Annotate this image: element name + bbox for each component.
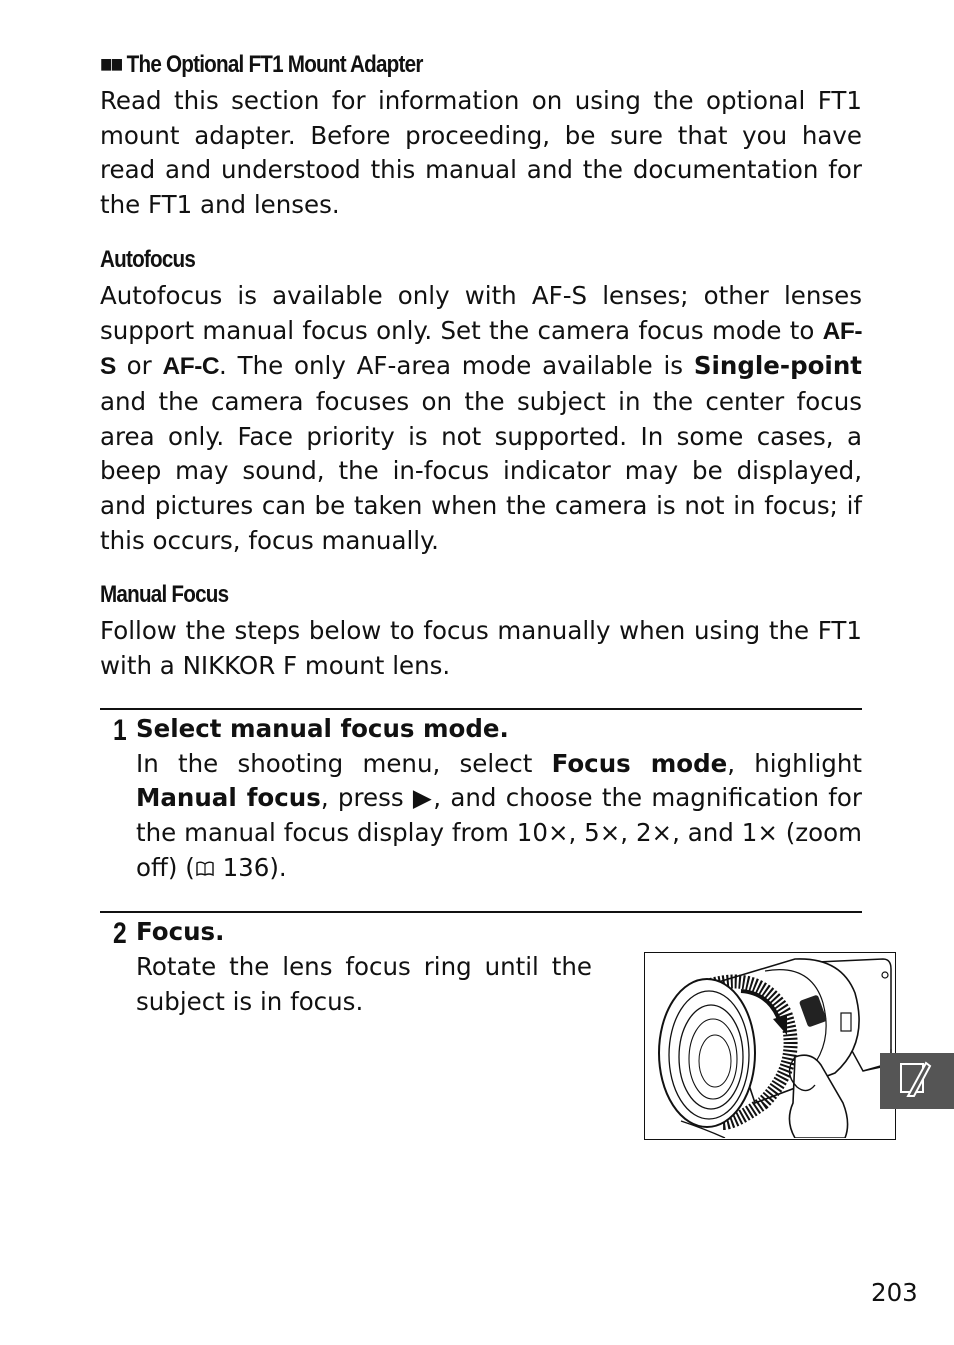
step-number: 1 — [113, 713, 127, 747]
step-2 — [100, 911, 862, 1135]
autofocus-text: or — [115, 351, 163, 381]
section-marker: ■■ — [100, 51, 122, 78]
section-heading — [100, 46, 755, 84]
menu-item-focus-mode: Focus mode — [551, 748, 728, 778]
lens-focus-ring-illustration — [644, 952, 896, 1140]
autofocus-heading: Autofocus — [100, 245, 196, 273]
multi-selector-right-icon: ▶ — [412, 783, 434, 813]
intro-paragraph: Read this section for information on using the optional FT1 mount adapter. Before proceeding, be sure that you have read and understood this manual and the documentation for the FT1 and lenses. — [100, 86, 862, 220]
page-reference: 136 — [214, 852, 270, 882]
pencil-tab-icon — [880, 1094, 954, 1113]
autofocus-text: Autofocus is available only with AF-S lenses; other lenses support manual focus only. Set the camera focus mode to — [100, 280, 862, 345]
mode-afs: AF-S — [100, 317, 862, 381]
manual-focus-heading: Manual Focus — [100, 581, 229, 609]
step-text: Rotate the lens focus ring until the subject is in focus. — [136, 952, 592, 1016]
step-text-part: , highlight — [727, 748, 862, 778]
step-text — [136, 747, 862, 886]
step-number: 2 — [113, 917, 127, 951]
book-icon — [195, 853, 215, 882]
autofocus-text: and the camera focuses on the subject in the center focus area only. Face priority is not supported. In some cases, a beep may sound, the in-focus indicator may be displayed, and pictures can be taken when the camera is not in focus; if this occurs, focus manually. — [100, 386, 862, 555]
page-content — [100, 46, 862, 1135]
step-1 — [100, 708, 862, 886]
step-text-part: ). — [269, 852, 287, 882]
section-title: The Optional FT1 Mount Adapter — [126, 51, 423, 78]
chapter-tab — [880, 1053, 954, 1109]
step-text-part: , and choose the magnification for the manual focus display from 10×, 5×, 2×, and 1× (zoom off) ( — [136, 783, 862, 882]
mode-afc: AF-C — [162, 353, 220, 381]
autofocus-paragraph — [100, 279, 862, 559]
manual-focus-paragraph: Follow the steps below to focus manually when using the FT1 with a NIKKOR F mount lens. — [100, 616, 862, 681]
step-title: Focus. — [136, 917, 225, 947]
option-manual-focus: Manual focus — [136, 783, 321, 813]
autofocus-text: . The only AF-area mode available is — [219, 351, 694, 381]
step-text-part: , press — [320, 783, 413, 813]
step-title: Select manual focus mode. — [136, 713, 509, 743]
step-text-part: In the shooting menu, select — [136, 748, 552, 778]
page-number: 203 — [871, 1278, 918, 1307]
area-mode: Single-point — [693, 351, 862, 381]
